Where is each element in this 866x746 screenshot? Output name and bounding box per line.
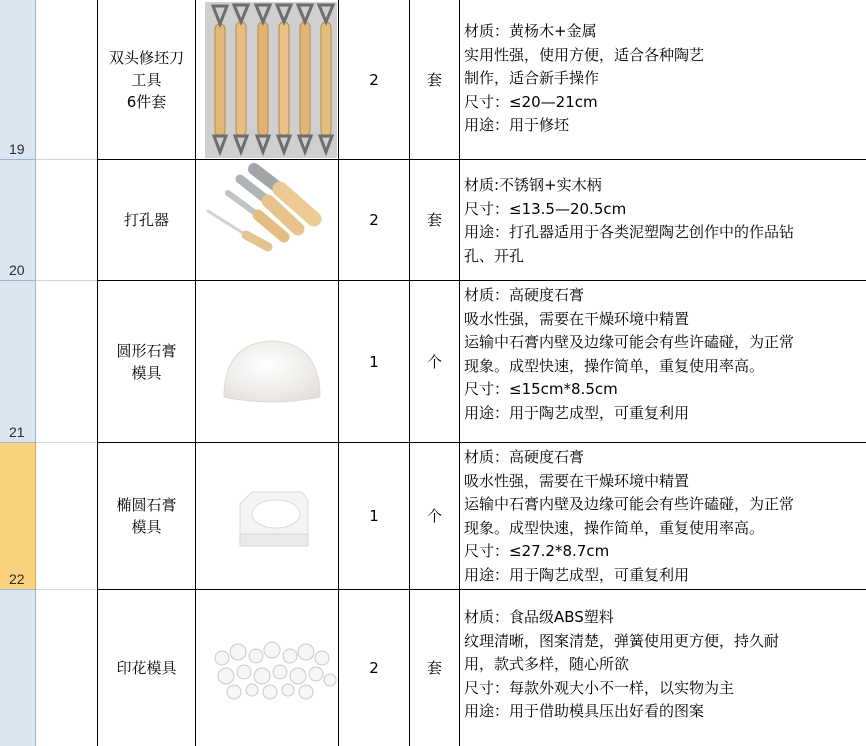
- spec-cell[interactable]: 材质：食品级ABS塑料 纹理清晰，图案清楚，弹簧使用更方便，持久耐 用，款式多样，随心所欲 尺寸：每款外观大小不一样，以实物为主 用途：用于借助模具压出好看的图案: [464, 608, 780, 720]
- item-name-cell[interactable]: 圆形石膏 模具: [116, 341, 177, 382]
- quantity-cell[interactable]: 1: [369, 352, 379, 371]
- spec-cell[interactable]: 材质：高硬度石膏 吸水性强，需要在干燥环境中精置 运输中石膏内壁及边缘可能会有些许磕碰，为正常 现象。成型快速，操作简单，重复使用率高。 尺寸：≤27.2*8.7cm 用途：用于陶艺成型，可重复利用: [464, 448, 795, 584]
- spec-cell[interactable]: 材质：黄杨木+金属 实用性强，使用方便，适合各种陶艺 制作，适合新手操作 尺寸：≤20—21cm 用途：用于修坯: [464, 22, 705, 134]
- item-name-cell[interactable]: 印花模具: [116, 659, 177, 677]
- spec-cell[interactable]: 材质：高硬度石膏 吸水性强，需要在干燥环境中精置 运输中石膏内壁及边缘可能会有些许磕碰，为正常 现象。成型快速，操作简单，重复使用率高。 尺寸：≤15cm*8.5cm 用途：用于陶艺成型，可重复利用: [464, 286, 795, 422]
- unit-cell[interactable]: 个: [426, 507, 442, 525]
- item-name-cell[interactable]: 双头修坯刀 工具 6件套: [108, 48, 184, 111]
- quantity-cell[interactable]: 2: [369, 211, 379, 229]
- quantity-cell[interactable]: 2: [369, 70, 379, 89]
- double-head-trimming-tools-image: [205, 2, 337, 158]
- empty-cell[interactable]: [36, 0, 97, 160]
- row-header-21[interactable]: 21: [0, 281, 36, 443]
- item-name-cell[interactable]: 椭圆石膏 模具: [116, 496, 177, 536]
- quantity-cell[interactable]: 1: [369, 507, 379, 525]
- row-header-19[interactable]: 19: [0, 0, 36, 160]
- unit-cell[interactable]: 套: [426, 70, 442, 89]
- empty-cell[interactable]: [36, 281, 97, 443]
- border: [97, 442, 866, 443]
- border: [459, 0, 460, 746]
- item-name-cell[interactable]: 打孔器: [123, 211, 169, 229]
- quantity-cell[interactable]: 2: [369, 659, 379, 677]
- unit-cell[interactable]: 套: [426, 211, 442, 229]
- unit-cell[interactable]: 个: [426, 352, 442, 371]
- row-header-23[interactable]: [0, 590, 36, 746]
- border: [97, 280, 866, 281]
- empty-cell[interactable]: [36, 443, 97, 590]
- hole-punch-tools-image: [198, 163, 330, 263]
- border: [97, 159, 866, 160]
- stamp-mold-set-image: [212, 638, 338, 702]
- unit-cell[interactable]: 套: [426, 659, 442, 677]
- spec-cell[interactable]: 材质:不锈钢+实木柄 尺寸：≤13.5—20.5cm 用途：打孔器适用于各类泥塑陶艺创作中的作品钻 孔、开孔: [464, 176, 795, 265]
- empty-cell[interactable]: [36, 160, 97, 281]
- row-header-20[interactable]: 20: [0, 160, 36, 281]
- oval-plaster-mold-image: [236, 486, 312, 550]
- border: [195, 0, 196, 746]
- row-header-22[interactable]: 22: [0, 443, 36, 590]
- round-plaster-mold-image: [218, 335, 326, 405]
- border: [97, 589, 866, 590]
